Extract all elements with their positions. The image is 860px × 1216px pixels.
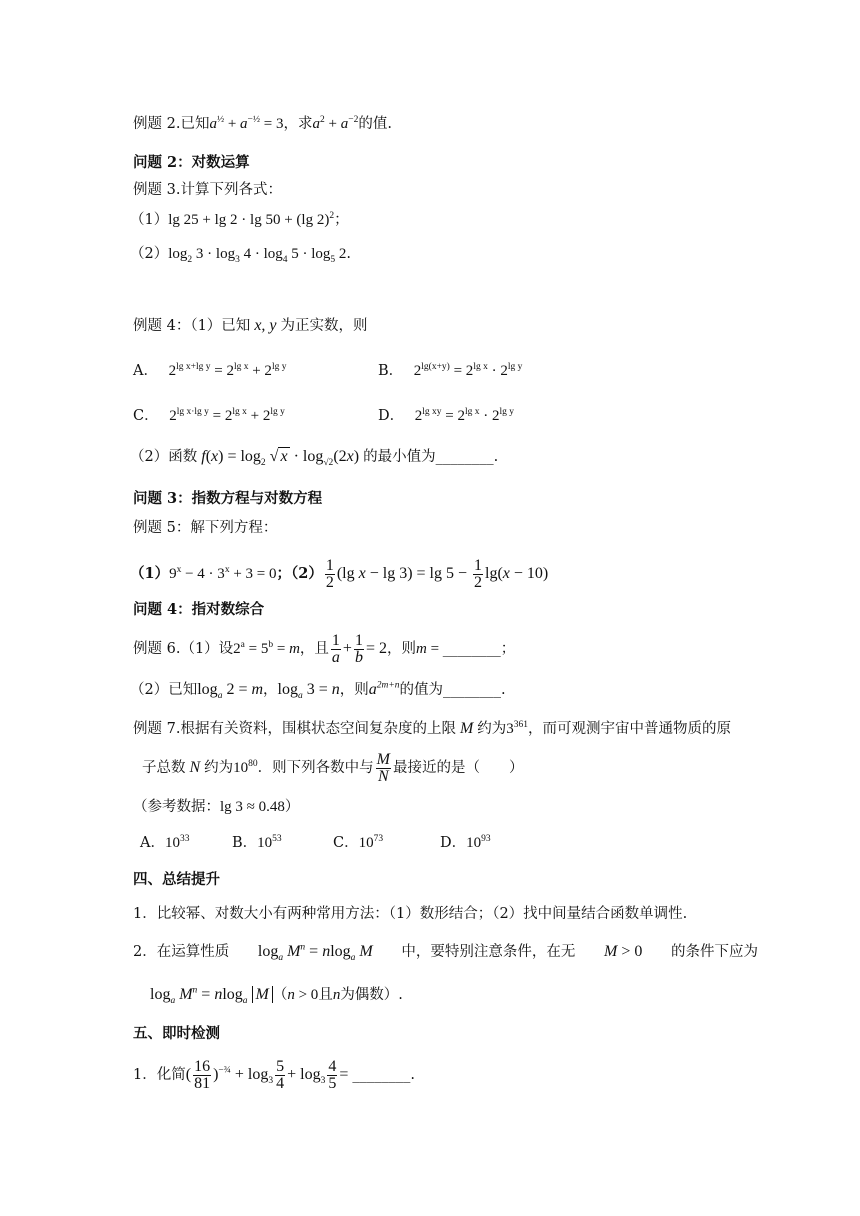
example-7-line-2: 子总数 N 约为$10^{80}$．则下列各数中与 $\frac{M}{N}$ 最接近的是（ ）	[142, 750, 524, 785]
section-4-heading: 四、总结提升	[133, 871, 220, 888]
example-2-condition: $a^{\frac{1}{2}} + a^{-\frac{1}{2}} = 3$	[209, 115, 284, 132]
summary-item-2: 2．在运算性质 $\log_a M^n = nlog_a$ M 中，要特别注意条件，在无 M > 0 的条件下应为	[133, 942, 758, 964]
example-4-question-2: （2）函数 $f(x) = \log_2$ √ $x \cdot \log_{√2}(2x)$ 的最小值为________.	[130, 448, 499, 469]
example-2-label: 例题 2.已知	[133, 116, 210, 132]
example-4-label: 例题 4：（1）已知 x, y 为正实数，则	[133, 317, 368, 334]
problem-2-heading: 问题 2：对数运算	[133, 154, 250, 171]
problem-3-heading: 问题 3：指数方程与对数方程	[133, 490, 323, 507]
example-6-question-2: （2）已知$\log_a 2 = m$，$\log_a 3 = n$，则$a^{2m+n}$的值为________.	[130, 680, 506, 702]
example-4-option-b: B． $2^{lg(x+y)} = 2^{lg x} \cdot 2^{lg y}$	[378, 362, 523, 379]
check-item-1: 1．化简( $\frac{16}{81}$ )$^{-\frac{3}{4}} + \log_3$ $\frac{5}{4}$ + $\log_3$ $\frac{4}{5}$ = ________.	[133, 1057, 415, 1092]
example-4-option-c: C． $2^{lg x\cdot lg y} = 2^{lg x} + 2^{lg y}$	[133, 407, 285, 424]
example-7-reference: （参考数据：lg 3 ≈ 0.48）	[133, 799, 300, 815]
example-7-line-1: 例题 7.根据有关资料，围棋状态空间复杂度的上限 M 约为$3^{361}$，而可观测宇宙中普通物质的原	[133, 720, 732, 737]
example-4-option-a: A． $2^{lg x+lg y} = 2^{lg x} + 2^{lg y}$	[133, 362, 287, 379]
problem-4-heading: 问题 4：指对数综合	[133, 601, 265, 618]
example-7-option-c: C．$10^{73}$	[333, 834, 384, 851]
section-5-heading: 五、即时检测	[133, 1025, 220, 1042]
example-5-label: 例题 5：解下列方程：	[133, 520, 278, 536]
summary-item-2-formula: $\log_a M^n = nlog_a$ M （n > 0且n为偶数）.	[150, 985, 403, 1007]
example-3-item-1: （1）lg 25 + lg 2 · lg 50 + (lg 2)$^2$；	[130, 211, 349, 228]
example-5-equations: $(1)9^x - 4 \cdot 3^x + 3 = 0$；（2） $\frac{1}{2}$ (lg x − lg 3) = lg 5 − $\frac{1}{2}$ lg(x − 10)	[130, 556, 549, 591]
example-2-target: $a^2 + a^{-2}$	[312, 115, 359, 132]
example-7-option-d: D．$10^{93}$	[440, 834, 491, 851]
summary-item-1: 1．比较幂、对数大小有两种常用方法：（1）数形结合；（2）找中间量结合函数单调性.	[133, 906, 688, 922]
example-3-item-2: $(2)\log_2$ $3 \cdot \log_3 4 \cdot \log_4 5 \cdot \log_5 2$.	[130, 246, 352, 265]
example-7-option-b: B．$10^{53}$	[232, 834, 282, 851]
example-2: 例题 2.已知$a^{\frac{1}{2}} + a^{-\frac{1}{2}} = 3$，求$a^2 + a^{-2}$的值.	[133, 115, 392, 132]
example-4-option-d: D． $2^{lg xy} = 2^{lg x} \cdot 2^{lg y}$	[378, 407, 515, 424]
example-6-question-1: 例题 6.（1）设$2^a = 5^b = m$，且 $\frac{1}{a}$ + $\frac{1}{b}$ = 2，则m = ________；	[133, 631, 516, 666]
example-7-option-a: A．$10^{33}$	[140, 834, 190, 851]
example-3-label: 例题 3.计算下列各式：	[133, 182, 282, 198]
